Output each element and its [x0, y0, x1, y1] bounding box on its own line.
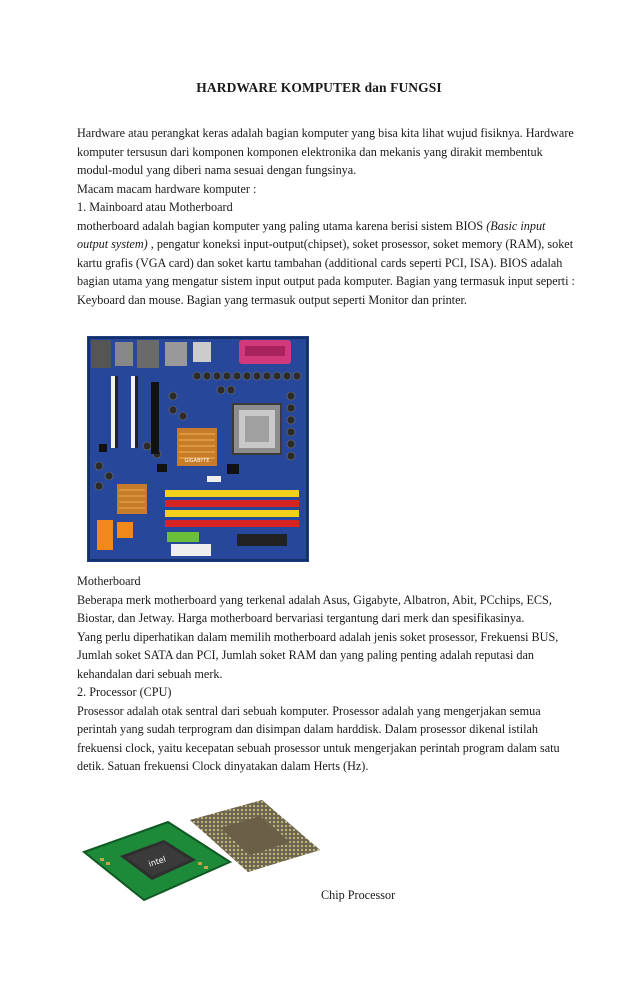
text-line: Hardware atau perangkat keras adalah bagian komputer yang bisa kita lihat wujud fisiknya. Hardware: [77, 126, 574, 140]
text-line: [77, 235, 574, 254]
text-run: motherboard adalah bagian komputer yang paling utama karena berisi sistem BIOS: [77, 218, 487, 233]
image-caption: Chip Processor: [321, 888, 396, 902]
text-run: , pengatur koneksi input-output(chipset), soket prosessor, soket memory (RAM), soket: [147, 237, 574, 251]
text-line: Biostar, dan Jetway. Harga motherboard bervariasi tergantung dari merk dan spesifikasinya.: [77, 611, 525, 625]
text-line: Jumlah soket SATA dan PCI, Jumlah soket RAM dan yang paling penting adalah reputasi dan: [77, 648, 535, 662]
text-line: detik. Satuan frekuensi Clock dinyatakan dalam Herts (Hz).: [77, 759, 369, 773]
processor-illustration: [80, 800, 324, 902]
text-line: kartu grafis (VGA card) dan soket kartu tambahan (additional cards seperti PCI, ISA). BIOS adalah: [77, 255, 563, 270]
processor-image: [80, 800, 324, 902]
italic-text: (Basic input: [486, 218, 546, 233]
text-line: kehandalan dari sebuah merk.: [77, 666, 223, 681]
text-line: Macam macam hardware komputer :: [77, 181, 257, 196]
text-line: modul-modul yang diberi nama sesuai dengan fungsinya.: [77, 163, 357, 177]
text-line: 2. Processor (CPU): [77, 685, 172, 699]
text-line: komputer tersusun dari komponen komponen elektronika dan mekanis yang dirakit membentuk: [77, 144, 543, 159]
text-line: Motherboard: [77, 574, 141, 588]
brand-label: GIGABYTE: [184, 458, 210, 464]
text-line: Beberapa merk motherboard yang terkenal adalah Asus, Gigabyte, Albatron, Abit, PCchips, ECS,: [77, 592, 552, 607]
text-line: bagian utama yang mengatur sistem input output pada komputer. Bagian yang termasuk input seperti :: [77, 274, 575, 288]
intel-logo: intel: [147, 854, 167, 869]
text-line: 1. Mainboard atau Motherboard: [77, 200, 233, 214]
text-line: Prosessor adalah otak sentral dari sebuah komputer. Prosessor adalah yang mengerjakan semua: [77, 703, 541, 718]
page-title: HARDWARE KOMPUTER dan FUNGSI: [196, 80, 442, 95]
text-line: frekuensi clock, yaitu kecepatan sebuah prosessor untuk mengerjakan perintah program dalam satu: [77, 740, 560, 755]
text-line: [77, 217, 567, 236]
motherboard-illustration: [87, 336, 309, 562]
text-line: perintah yang sudah terprogram dan disimpan dalam harddisk. Dalam prosessor dikenal istilah: [77, 722, 538, 736]
text-line: Keyboard dan mouse. Bagian yang termasuk output seperti Monitor dan printer.: [77, 292, 467, 307]
text-line: Yang perlu diperhatikan dalam memilih motherboard adalah jenis soket prosessor, Frekuensi BUS,: [77, 629, 559, 644]
motherboard-image: [87, 336, 309, 562]
motherboard-paragraph: [77, 572, 567, 776]
italic-text: output system): [77, 237, 148, 251]
intro-paragraph: [77, 124, 575, 309]
